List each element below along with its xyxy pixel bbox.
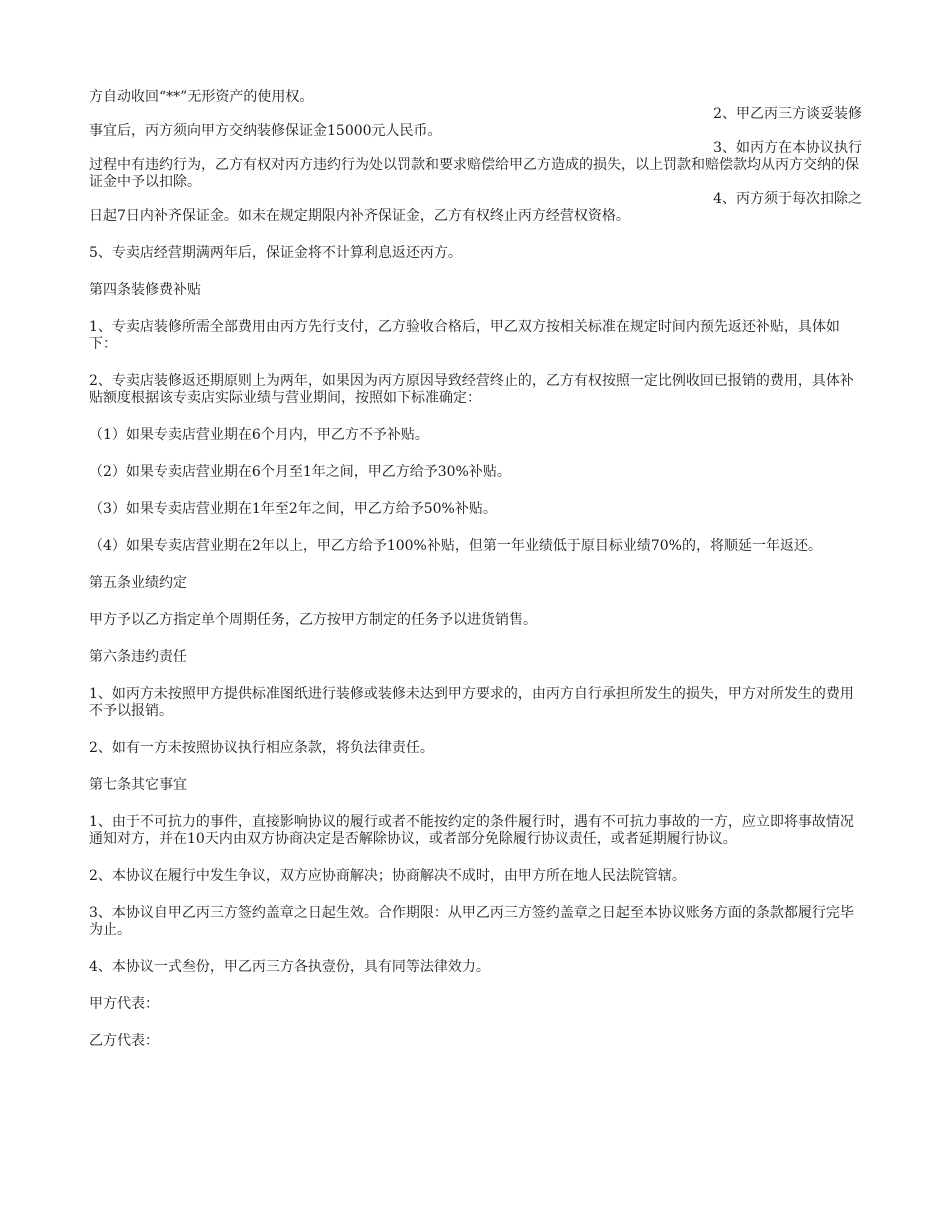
paragraph-text: 5、专卖店经营期满两年后，保证金将不计算利息返还丙方。 <box>89 245 462 261</box>
paragraph-text: 2、本协议在履行中发生争议，双方应协商解决；协商解决不成时，由甲方所在地人民法院管辖。 <box>89 868 686 884</box>
paragraph-text: 2、专卖店装修返还期原则上为两年，如果因为丙方原因导致经营终止的，乙方有权按照一定比例收回已报销的费用，具体补贴额度根据该专卖店实际业绩与营业期间，按照如下标准确定： <box>89 373 854 406</box>
paragraph-text: 4、本协议一式叁份，甲乙丙三方各执壹份，具有同等法律效力。 <box>89 959 490 975</box>
paragraph-text: 日起7日内补齐保证金。如未在规定期限内补齐保证金，乙方有权终止丙方经营权资格。 <box>89 208 630 224</box>
section-heading: 第四条装修费补贴 <box>89 282 201 298</box>
list-item: （2）如果专卖店营业期在6个月至1年之间，甲乙方给予30%补贴。 <box>89 464 511 480</box>
signature-label-party-b: 乙方代表： <box>89 1033 159 1049</box>
paragraph-text: 过程中有违约行为，乙方有权对丙方违约行为处以罚款和要求赔偿给甲乙方造成的损失，以上罚款和赔偿款均从丙方交纳的保证金中予以扣除。 <box>89 157 859 190</box>
paragraph-text: 2、如有一方未按照协议执行相应条款，将负法律责任。 <box>89 740 434 756</box>
paragraph-text: 1、专卖店装修所需全部费用由丙方先行支付，乙方验收合格后，甲乙双方按相关标准在规定时间内预先返还补贴，具体如下： <box>89 319 840 352</box>
signature-label-party-a: 甲方代表： <box>89 996 159 1012</box>
paragraph-fragment-right: 2、甲乙丙三方谈妥装修 <box>713 106 862 122</box>
paragraph-text: 甲方予以乙方指定单个周期任务，乙方按甲方制定的任务予以进货销售。 <box>89 612 537 628</box>
paragraph-text: 3、本协议自甲乙丙三方签约盖章之日起生效。合作期限：从甲乙丙三方签约盖章之日起至本协议账务方面的条款都履行完毕为止。 <box>89 905 854 938</box>
section-heading: 第六条违约责任 <box>89 649 187 665</box>
paragraph-text: 1、如丙方未按照甲方提供标准图纸进行装修或装修未达到甲方要求的，由丙方自行承担所发生的损失，甲方对所发生的费用不予以报销。 <box>89 686 854 719</box>
section-heading: 第七条其它事宜 <box>89 777 187 793</box>
paragraph-fragment-right: 3、如丙方在本协议执行 <box>713 140 862 156</box>
paragraph-text: 事宜后，丙方须向甲方交纳装修保证金15000元人民币。 <box>89 123 442 139</box>
list-item: （4）如果专卖店营业期在2年以上，甲乙方给予100%补贴，但第一年业绩低于原目标业绩70%的，将顺延一年返还。 <box>89 538 822 554</box>
list-item: （1）如果专卖店营业期在6个月内，甲乙方不予补贴。 <box>89 427 429 443</box>
paragraph-fragment-right: 4、丙方须于每次扣除之 <box>713 191 862 207</box>
paragraph-text: 方自动收回“**”无形资产的使用权。 <box>89 89 314 105</box>
section-heading: 第五条业绩约定 <box>89 575 187 591</box>
list-item: （3）如果专卖店营业期在1年至2年之间，甲乙方给予50%补贴。 <box>89 501 497 517</box>
paragraph-text: 1、由于不可抗力的事件，直接影响协议的履行或者不能按约定的条件履行时，遇有不可抗力事故的一方，应立即将事故情况通知对方，并在10天内由双方协商决定是否解除协议，或者部分免除履行协议责任，或者延期履行协议。 <box>89 814 854 847</box>
